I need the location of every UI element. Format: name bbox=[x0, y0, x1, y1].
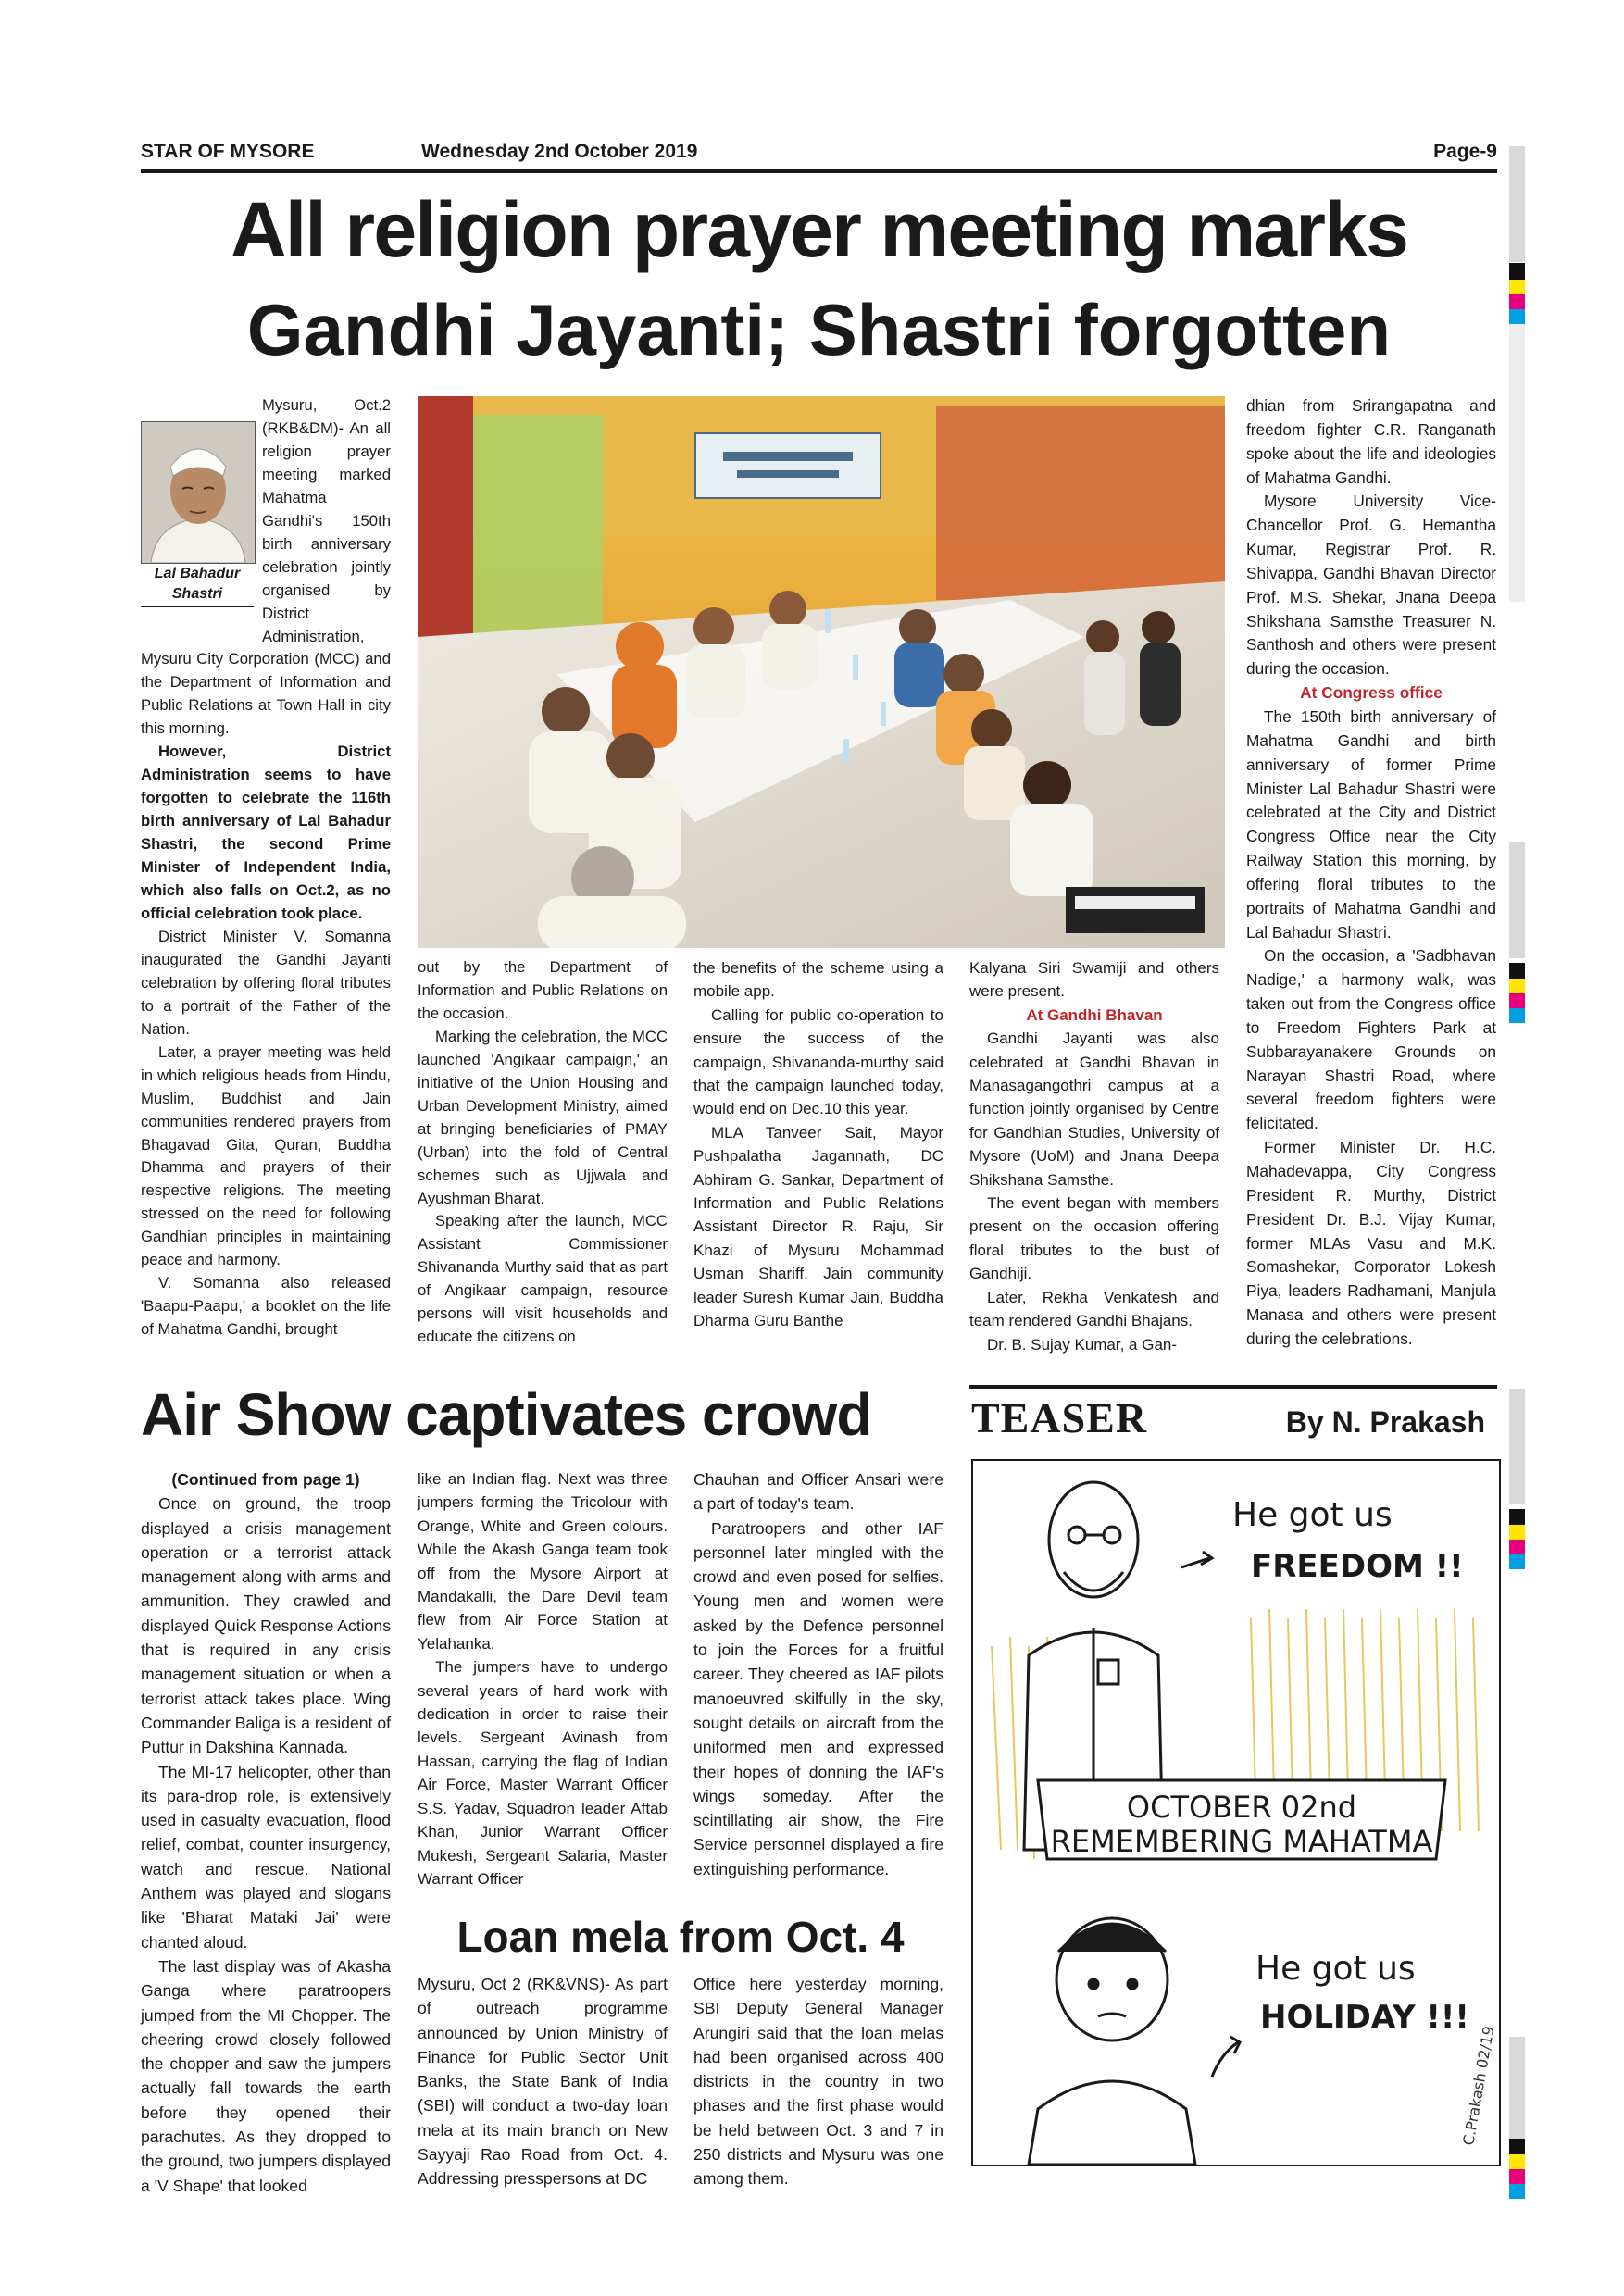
loan-mela-headline: Loan mela from Oct. 4 bbox=[456, 1913, 905, 1961]
story-paragraph: the benefits of the scheme using a mobile app. bbox=[693, 959, 943, 1001]
registration-mark bbox=[1509, 2139, 1525, 2154]
story-paragraph: The jumpers have to undergo several years of hard work with dedication in order to raise their levels. Sergeant Avinash from Hassan, carrying the flag of Indian Air Force, Master Warrant Officer S.S. Yadav, Squadron leader Aftab Khan, Junior Warrant Officer Mukesh, Sergeant Salaria, Master Warrant Officer bbox=[418, 1658, 668, 1888]
air-show-column-1 bbox=[141, 1467, 391, 2198]
story-paragraph: The last display was of Akasha Ganga where paratroopers jumped from the MI Chopper. The cheering crowd closely followed the chopper and saw the jumpers actually fall towards the earth before they opened their parachutes. As they dropped to the ground, two jumpers displayed a 'V Shape' that looked bbox=[141, 1956, 391, 2195]
registration-mark bbox=[1509, 2154, 1525, 2169]
registration-mark bbox=[1509, 1509, 1525, 1525]
portrait-caption: Lal Bahadur Shastri bbox=[141, 564, 254, 607]
cartoonist-signature: C.Prakash 02/19 bbox=[1459, 2024, 1498, 2147]
main-headline-line1: All religion prayer meeting marks bbox=[230, 186, 1408, 273]
story-paragraph: like an Indian flag. Next was three jumpers forming the Tricolour with Orange, White and Green colours. While the Akash Ganga team took off from the Mysore Airport at Mandakalli, the Dare Devil team flew from Air Force Station at Yelahanka. bbox=[418, 1470, 668, 1653]
registration-mark bbox=[1509, 309, 1525, 324]
story-paragraph: Kalyana Siri Swamiji and others were present. bbox=[969, 959, 1219, 1001]
story-paragraph: However, District Administration seems to have forgotten to celebrate the 116th birth anniversary of Lal Bahadur Shastri, the second Prime Minister of Independent India, which also falls on Oct.2, as no official celebration took place. bbox=[141, 742, 391, 922]
bubble1-line2: FREEDOM !! bbox=[1251, 1548, 1464, 1585]
bubble2-line1: He got us bbox=[1255, 1950, 1416, 1988]
bubble1-line1: He got us bbox=[1232, 1496, 1393, 1534]
continued-note: (Continued from page 1) bbox=[171, 1470, 360, 1489]
subheading-gandhi-bhavan: At Gandhi Bhavan bbox=[1026, 1005, 1163, 1024]
loan-mela-column-2 bbox=[693, 1972, 943, 2191]
story-paragraph: Speaking after the launch, MCC Assistant Commissioner Shivananda Murthy said that as part of Angikaar campaign, resource persons will visit households and educate the citizens on bbox=[418, 1212, 668, 1346]
main-story-column-3 bbox=[693, 956, 943, 1333]
main-story-column-1 bbox=[141, 394, 391, 1341]
dateline-paragraph: Mysuru, Oct.2 (RKB&DM)- An all religion prayer meeting marked Mahatma Gandhi's 150th birth anniversary celebration jointly organised by District Administration, Mysuru City Corporation (MCC) and the Department of Information and Public Relations at Town Hall in city this morning. bbox=[141, 396, 391, 738]
registration-mark bbox=[1509, 2169, 1525, 2184]
main-story-column-2 bbox=[418, 956, 668, 1349]
story-paragraph: On the occasion, a 'Sadbhavan Nadige,' a harmony walk, was taken out from the Congress office to Freedom Fighters Park at Subbarayanakere Grounds on Narayan Shastri Road, where several freedom fighters were felicitated. bbox=[1246, 946, 1496, 1133]
story-paragraph: The 150th birth anniversary of Mahatma Gandhi and birth anniversary of former Prime Minister Lal Bahadur Shastri were celebrated at the City and District Congress Office near the City Railway Station this morning, by offering floral tributes to the portraits of Mahatma Gandhi and Lal Bahadur Shastri. bbox=[1246, 706, 1496, 942]
registration-mark bbox=[1509, 963, 1525, 979]
story-paragraph: V. Somanna also released 'Baapu-Paapu,' a booklet on the life of Mahatma Gandhi, brought bbox=[141, 1274, 391, 1339]
registration-mark bbox=[1509, 263, 1525, 280]
registration-mark bbox=[1509, 280, 1525, 294]
air-show-column-2 bbox=[418, 1467, 668, 1890]
story-paragraph: Former Minister Dr. H.C. Mahadevappa, City Congress President R. Murthy, District President Dr. B.J. Vijay Kumar, former MLAs Vasu and M.K. Somashekar, Corporator Lokesh Piya, leaders Radhamani, Manjula Manasa and others were present during the celebrations. bbox=[1246, 1138, 1496, 1348]
portrait-wrap-space bbox=[141, 419, 262, 640]
teaser-cartoon bbox=[971, 1459, 1501, 2166]
story-paragraph: Mysore University Vice-Chancellor Prof. G. Hemantha Kumar, Registrar Prof. R. Shivappa, Gandhi Bhavan Director Prof. M.S. Shekar, Jnana Deepa Shikshana Samsthe Treasurer N. Santhosh and others were present during the occasion. bbox=[1246, 492, 1496, 679]
issue-date: Wednesday 2nd October 2019 bbox=[421, 141, 698, 162]
story-paragraph: Marking the celebration, the MCC launched 'Angikaar campaign,' an initiative of the Union Housing and Urban Development Ministry, aimed at bringing beneficiaries of PMAY (Urban) into the fold of Central schemes such as Ujjwala and Ayushman Bharat. bbox=[418, 1027, 668, 1207]
cartoon-drawing bbox=[973, 1461, 1499, 2165]
registration-mark bbox=[1509, 2184, 1525, 2199]
teaser-top-rule bbox=[969, 1385, 1497, 1389]
loan-mela-column-1 bbox=[418, 1972, 668, 2191]
subheading-congress-office: At Congress office bbox=[1300, 683, 1443, 703]
registration-mark bbox=[1509, 1540, 1525, 1554]
story-paragraph: Later, Rekha Venkatesh and team rendered Gandhi Bhajans. bbox=[969, 1288, 1219, 1330]
main-story-column-5 bbox=[1246, 394, 1496, 1352]
story-paragraph: The event began with members present on the occasion offering floral tributes to the bust of Gandhiji. bbox=[969, 1194, 1219, 1283]
story-paragraph: Office here yesterday morning, SBI Deputy General Manager Arungiri said that the loan melas had been organised across 400 districts in the country in two phases and the first phase would be held between Oct. 3 and 7 in 250 districts and Mysuru was one among them. bbox=[693, 1975, 943, 2189]
teaser-title: TEASER bbox=[971, 1394, 1148, 1441]
story-paragraph: Chauhan and Officer Ansari were a part of today's team. bbox=[693, 1470, 943, 1514]
registration-mark bbox=[1509, 294, 1525, 309]
main-story-column-4 bbox=[969, 956, 1219, 1356]
story-paragraph: Calling for public co-operation to ensure the success of the campaign, Shivananda-murthy said that the campaign launched today, would end on Dec.10 this year. bbox=[693, 1005, 943, 1118]
registration-mark bbox=[1509, 1554, 1525, 1569]
story-paragraph: out by the Department of Information and Public Relations on the occasion. bbox=[418, 958, 668, 1022]
banner-line2: REMEMBERING MAHATMA bbox=[1050, 1824, 1433, 1859]
bubble2-line2: HOLIDAY !!! bbox=[1260, 1999, 1469, 2036]
teaser-byline: By N. Prakash bbox=[1285, 1405, 1485, 1439]
registration-bar bbox=[1509, 324, 1525, 602]
registration-bar bbox=[1509, 2037, 1525, 2139]
air-show-column-3 bbox=[693, 1467, 943, 1881]
registration-bar bbox=[1509, 1389, 1525, 1504]
header-rule bbox=[141, 169, 1497, 173]
story-paragraph: dhian from Srirangapatna and freedom fighter C.R. Ranganath spoke about the life and ideologies of Mahatma Gandhi. bbox=[1246, 396, 1496, 487]
prayer-meeting-photo bbox=[418, 396, 1225, 948]
story-paragraph: MLA Tanveer Sait, Mayor Pushpalatha Jagannath, DC Abhiram G. Sankar, Department of Information and Public Relations Assistant Director R. Raju, Sir Khazi of Mysuru Mohammad Usman Shariff, Jain community leader Suresh Kumar Jain, Buddha Dharma Guru Banthe bbox=[693, 1123, 943, 1330]
prayer-meeting-scene bbox=[418, 396, 1225, 948]
story-paragraph: District Minister V. Somanna inaugurated the Gandhi Jayanti celebration by offering floral tributes to a portrait of the Father of the Nation. bbox=[141, 927, 391, 1038]
story-paragraph: Dr. B. Sujay Kumar, a Gan- bbox=[987, 1335, 1178, 1354]
registration-mark bbox=[1509, 1525, 1525, 1540]
air-show-headline: Air Show captivates crowd bbox=[141, 1381, 872, 1448]
story-paragraph: Mysuru, Oct 2 (RK&VNS)- As part of outreach programme announced by Union Ministry of Finance for Public Sector Unit Banks, the State Bank of India (SBI) will conduct a two-day loan mela at its main branch on New Sayyaji Rao Road from Oct. 4. Addressing presspersons at DC bbox=[418, 1975, 668, 2189]
registration-mark bbox=[1509, 993, 1525, 1008]
page-number: Page-9 bbox=[1433, 141, 1497, 162]
registration-mark bbox=[1509, 979, 1525, 993]
story-paragraph: Paratroopers and other IAF personnel later mingled with the crowd and even posed for selfies. Young men and women were asked by the Defence personnel to join the Forces for a fruitful career. They cheered as IAF pilots manoeuvred skilfully in the sky, sought details on aircraft from the uniformed men and expressed their hopes of donning the IAF's wings someday. After the scintillating air show, the Fire Service personnel displayed a fire extinguishing performance. bbox=[693, 1518, 943, 1878]
story-paragraph: Later, a prayer meeting was held in which religious heads from Hindu, Muslim, Buddhist and Jain communities rendered prayers from Bhagavad Gita, Quran, Buddha Dhamma and prayers of their respective religions. The meeting stressed on the need for following Gandhian principles in maintaining peace and harmony. bbox=[141, 1042, 391, 1269]
registration-mark bbox=[1509, 1008, 1525, 1023]
main-headline-line2: Gandhi Jayanti; Shastri forgotten bbox=[246, 289, 1392, 370]
banner-line1: OCTOBER 02nd bbox=[1126, 1790, 1357, 1825]
boy-figure bbox=[1029, 1918, 1240, 2165]
registration-bar bbox=[1509, 146, 1525, 262]
story-paragraph: The MI-17 helicopter, other than its para-drop role, is extensively used in casualty evacuation, flood relief, combat, counter insurgency, watch and rescue. National Anthem was played and slogans like 'Bharat Mataki Jai' were chanted aloud. bbox=[141, 1762, 391, 1952]
story-paragraph: Once on ground, the troop displayed a crisis management operation or a terrorist attack management along with arms and ammunition. They crawled and displayed Quick Response Actions that is required in any crisis management situation or when a terrorist attack takes place. Wing Commander Baliga is a resident of Puttur in Dakshina Kannada. bbox=[141, 1494, 391, 1757]
paper-name: STAR OF MYSORE bbox=[141, 141, 315, 162]
story-paragraph: Gandhi Jayanti was also celebrated at Gandhi Bhavan in Manasagangothri campus at a function jointly organised by Centre for Gandhian Studies, University of Mysore (UoM) and Jnana Deepa Shikshana Samsthe. bbox=[969, 1029, 1219, 1189]
registration-bar bbox=[1509, 842, 1525, 958]
